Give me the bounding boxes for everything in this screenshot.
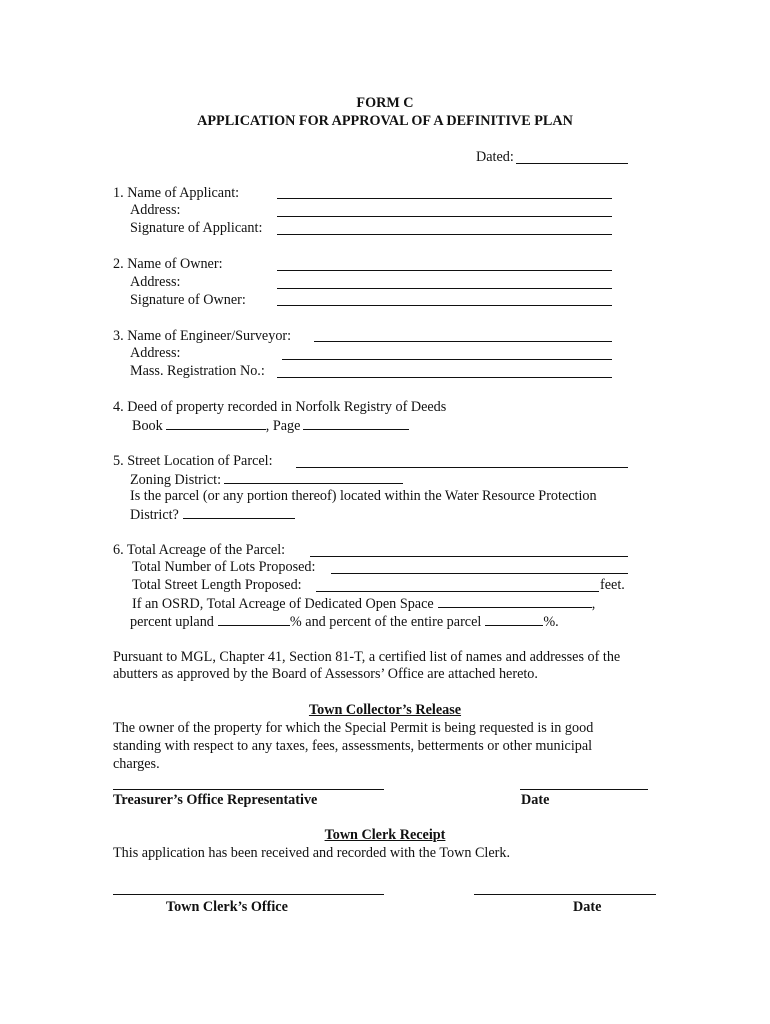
collector-date-label: Date (521, 792, 550, 808)
osrd-label: If an OSRD, Total Acreage of Dedicated Open Space (132, 596, 434, 612)
street-length-label: Total Street Length Proposed: (132, 577, 302, 593)
district-line (130, 505, 295, 524)
book-label: Book (132, 418, 163, 434)
deed-label: 4. Deed of property recorded in Norfolk Registry of Deeds (113, 399, 447, 415)
collector-line-1: The owner of the property for which the Special Permit is being requested is in good (113, 720, 594, 736)
lots-label: Total Number of Lots Proposed: (132, 559, 316, 575)
applicant-name-label: 1. Name of Applicant: (113, 185, 240, 201)
treasurer-label: Treasurer’s Office Representative (113, 792, 318, 808)
collector-heading: Town Collector’s Release (308, 702, 462, 718)
engineer-name-field[interactable] (314, 341, 612, 342)
owner-name-label: 2. Name of Owner: (113, 256, 223, 272)
acreage-label: 6. Total Acreage of the Parcel: (113, 542, 286, 558)
clerk-signature-field[interactable] (113, 894, 384, 895)
clerk-office-label: Town Clerk’s Office (166, 899, 288, 915)
district-field[interactable] (183, 505, 295, 519)
owner-address-label: Address: (130, 274, 181, 290)
parcel-percent-field[interactable] (485, 612, 543, 626)
lots-field[interactable] (331, 573, 628, 574)
applicant-address-field[interactable] (277, 216, 612, 217)
owner-signature-field[interactable] (277, 305, 612, 306)
zoning-district-field[interactable] (224, 470, 403, 484)
engineer-name-label: 3. Name of Engineer/Surveyor: (113, 328, 292, 344)
water-protection-question: Is the parcel (or any portion thereof) located within the Water Resource Protection (130, 488, 597, 504)
page-field[interactable] (303, 416, 409, 430)
applicant-name-field[interactable] (277, 198, 612, 199)
osrd-field[interactable] (438, 594, 592, 608)
clerk-date-field[interactable] (474, 894, 656, 895)
osrd-line (132, 594, 595, 613)
applicant-signature-field[interactable] (277, 234, 612, 235)
collector-date-field[interactable] (520, 789, 648, 790)
dated-field[interactable] (516, 163, 628, 164)
upland-field[interactable] (218, 612, 290, 626)
owner-address-field[interactable] (277, 288, 612, 289)
form-title: APPLICATION FOR APPROVAL OF A DEFINITIVE PLAN (197, 113, 573, 129)
upland-label: percent upland (130, 614, 214, 630)
page-label: , Page (265, 418, 301, 434)
abutters-line-1: Pursuant to MGL, Chapter 41, Section 81-T, a certified list of names and addresses of the (113, 649, 621, 665)
registration-field[interactable] (277, 377, 612, 378)
abutters-line-2: abutters as approved by the Board of Assessors’ Office are attached hereto. (113, 666, 538, 682)
feet-unit: feet. (600, 577, 625, 593)
collector-line-3: charges. (113, 756, 160, 772)
parcel-suffix: %. (543, 614, 559, 630)
zoning-district-label: Zoning District: (130, 472, 222, 488)
clerk-heading: Town Clerk Receipt (324, 827, 446, 843)
owner-name-field[interactable] (277, 270, 612, 271)
applicant-address-label: Address: (130, 202, 181, 218)
treasurer-signature-field[interactable] (113, 789, 384, 790)
book-page-line (132, 416, 409, 435)
upland-line (130, 612, 559, 631)
street-location-field[interactable] (296, 467, 628, 468)
clerk-line-1: This application has been received and recorded with the Town Clerk. (113, 845, 511, 861)
registration-label: Mass. Registration No.: (130, 363, 265, 379)
collector-line-2: standing with respect to any taxes, fees, assessments, betterments or other municipal (113, 738, 593, 754)
form-id: FORM C (356, 95, 414, 111)
upland-suffix: % and percent of the entire parcel (289, 614, 482, 630)
street-location-label: 5. Street Location of Parcel: (113, 453, 273, 469)
acreage-field[interactable] (310, 556, 628, 557)
owner-signature-label: Signature of Owner: (130, 292, 246, 308)
clerk-date-label: Date (573, 899, 602, 915)
street-length-field[interactable] (316, 591, 599, 592)
engineer-address-label: Address: (130, 345, 181, 361)
osrd-comma: , (591, 596, 596, 612)
engineer-address-field[interactable] (282, 359, 612, 360)
book-field[interactable] (166, 416, 266, 430)
dated-label: Dated: (476, 149, 514, 165)
district-label: District? (130, 507, 179, 523)
applicant-signature-label: Signature of Applicant: (130, 220, 263, 236)
